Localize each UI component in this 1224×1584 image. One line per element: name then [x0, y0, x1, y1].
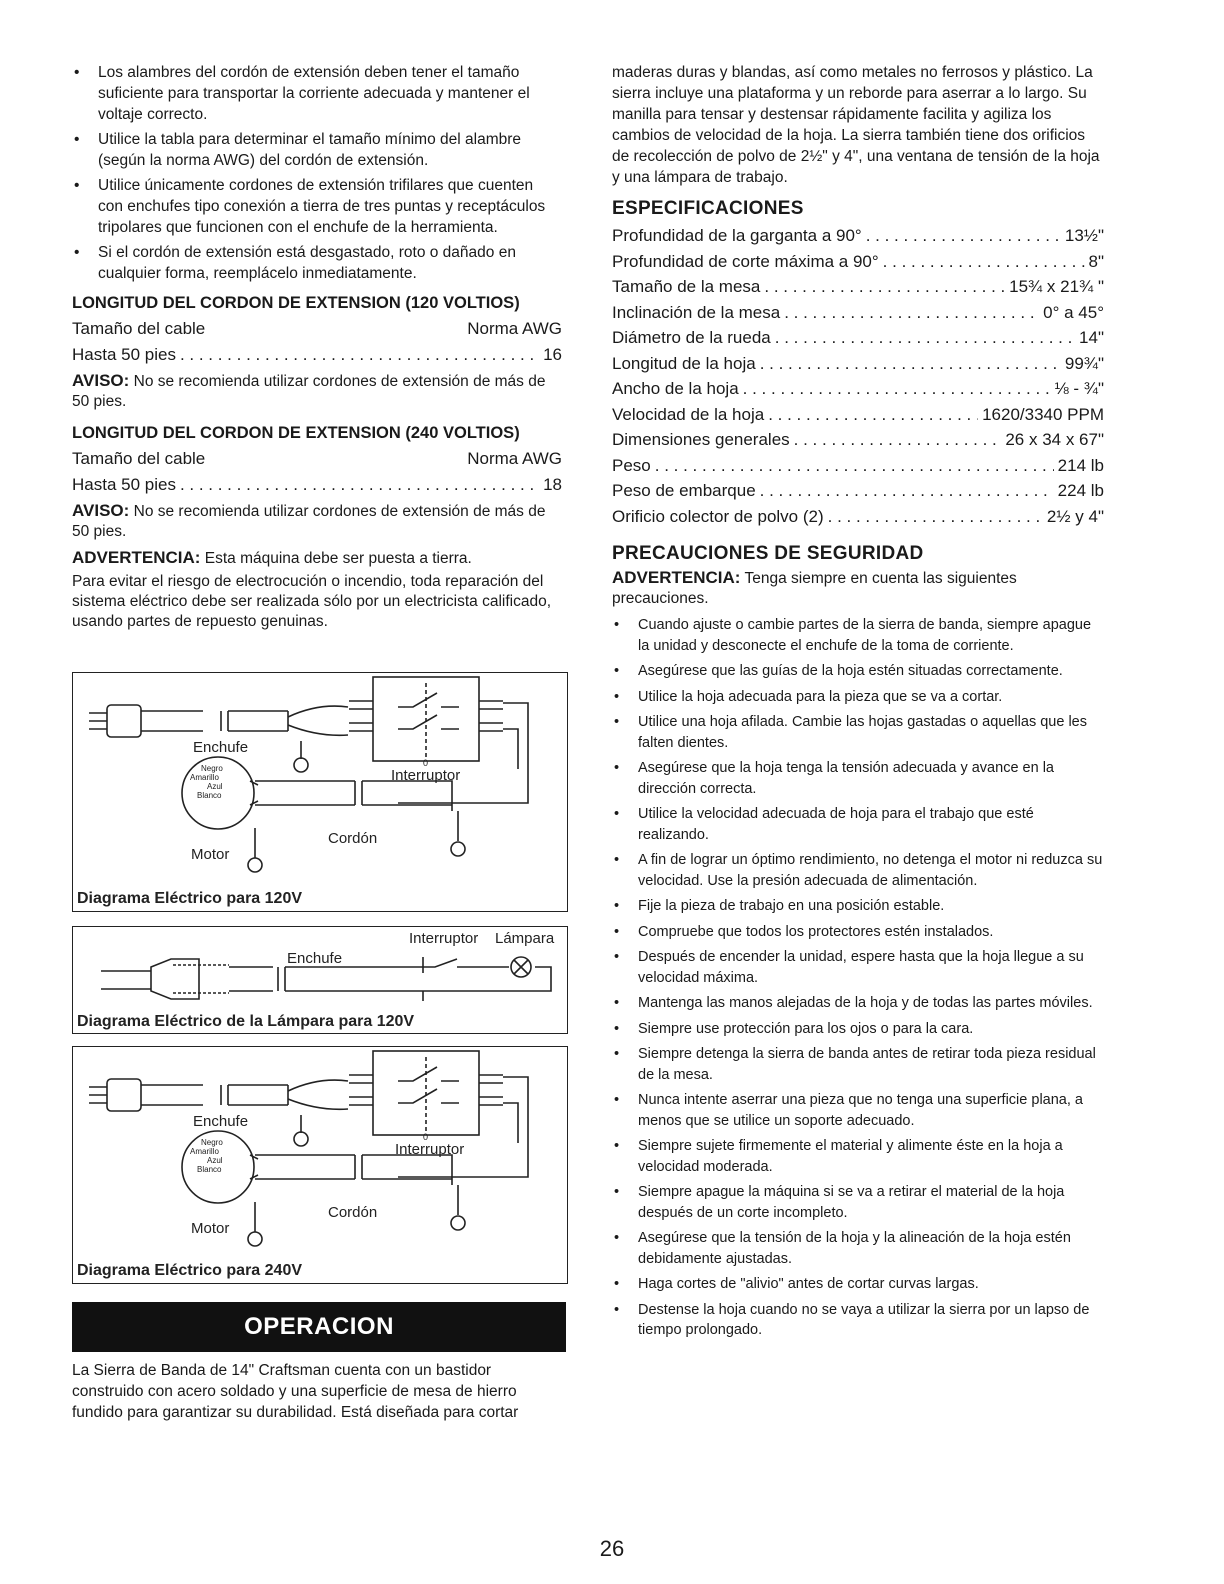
spec-value: 224 lb — [1057, 481, 1104, 500]
aviso-240 — [72, 501, 562, 542]
list-item: • Utilice la hoja adecuada para la pieza que se va a cortar. — [612, 687, 1104, 708]
leader-dots — [655, 453, 1054, 479]
list-item: • Siempre apague la máquina si se va a retirar el material de la hoja después de un corte incompleto. — [612, 1182, 1104, 1223]
table-120-row — [72, 342, 562, 368]
ground-icon — [294, 758, 308, 772]
table-120-title: LONGITUD DEL CORDON DE EXTENSION (120 VOLTIOS) — [72, 294, 520, 312]
advertencia-body: Para evitar el riesgo de electrocución o incendio, toda reparación del sistema eléctrico debe ser realizada sólo por un electricista calificado, usando partes de repuesto genuinas. — [72, 573, 552, 630]
plug-prongs — [89, 1087, 107, 1103]
spec-value: 15¾ x 21¾ " — [1009, 277, 1104, 296]
label-motor: Motor — [191, 846, 230, 863]
aviso-text: No se recomienda utilizar cordones de extensión de más de 50 pies. — [72, 373, 546, 410]
leader-dots — [180, 472, 539, 498]
switch-terminals-right — [479, 1075, 503, 1105]
list-item: • Destense la hoja cuando no se vaya a utilizar la sierra por un lapso de tiempo prolongado. — [612, 1300, 1104, 1341]
list-item: • Si el cordón de extensión está desgastado, roto o dañado en cualquier forma, reemplácelo inmediatamente. — [72, 242, 562, 284]
ground-icon — [248, 858, 262, 872]
specs-list — [612, 223, 1104, 529]
table-col-size: Tamaño del cable — [72, 319, 206, 338]
list-item: • Mantenga las manos alejadas de la hoja y de todas las partes móviles. — [612, 993, 1104, 1014]
switch-contacts — [398, 693, 459, 729]
plug-prongs — [101, 971, 151, 989]
list-item: • Siempre sujete firmemente el material y alimente éste en la hoja a velocidad moderada. — [612, 1136, 1104, 1177]
motor-cord — [255, 781, 452, 811]
spec-value: 2½ y 4" — [1046, 506, 1104, 526]
wiring-120v-drawing — [73, 673, 567, 911]
label-interruptor: Interruptor — [391, 767, 461, 784]
table-240-row — [72, 472, 562, 498]
leader-dots — [180, 342, 539, 368]
spec-row — [612, 376, 1104, 402]
row-label: Hasta 50 pies — [72, 475, 176, 494]
wire-azul: Azul — [207, 782, 223, 791]
list-item: • Nunca intente aserrar una pieza que no tenga una superficie plana, a menos que se utilice un soporte adecuado. — [612, 1090, 1104, 1131]
switch-contacts — [398, 1067, 459, 1103]
specs-title: ESPECIFICACIONES — [612, 198, 804, 219]
spec-row — [612, 402, 1104, 428]
spec-label: Tamaño de la mesa — [612, 277, 761, 296]
spec-label: Longitud de la hoja — [612, 353, 756, 373]
spec-row — [612, 351, 1104, 377]
label-interruptor: Interruptor — [409, 930, 479, 947]
spec-value: 1620/3340 PPM — [982, 404, 1104, 424]
diagram-caption: Diagrama Eléctrico para 120V — [77, 890, 303, 907]
wiring-diagram-120v — [72, 672, 568, 912]
spec-label: Ancho de la hoja — [612, 379, 739, 398]
operacion-banner: OPERACION — [72, 1302, 566, 1352]
aviso-label: AVISO: — [72, 501, 130, 520]
leader-dots — [866, 223, 1061, 249]
list-item: • Asegúrese que la hoja tenga la tensión adecuada y avance en la dirección correcta. — [612, 758, 1104, 799]
spec-row — [612, 453, 1104, 479]
list-item: • A fin de lograr un óptimo rendimiento, no detenga el motor ni reduzca su velocidad. Use la presión adecuada de alimentación. — [612, 850, 1104, 891]
switch-out-wires — [398, 1077, 528, 1177]
safety-advertencia — [612, 568, 1104, 609]
list-item: • Cuando ajuste o cambie partes de la sierra de banda, siempre apague la unidad y desconecte el enchufe de la toma de corriente. — [612, 615, 1104, 656]
table-240-header — [72, 446, 562, 472]
wire-amarillo: Amarillo — [190, 1147, 219, 1156]
spec-value: 214 lb — [1057, 455, 1104, 475]
spec-label: Dimensiones generales — [612, 430, 790, 449]
leader-dots — [764, 274, 1005, 300]
leader-dots — [743, 376, 1051, 402]
spec-value: ⅛ - ¾" — [1054, 379, 1104, 398]
spec-row — [612, 223, 1104, 249]
label-interruptor: Interruptor — [395, 1141, 465, 1158]
list-item: • Utilice la velocidad adecuada de hoja para el trabajo que esté realizando. — [612, 804, 1104, 845]
ground-icon — [248, 1232, 262, 1246]
spec-value: 8" — [1088, 251, 1104, 271]
list-item: • Asegúrese que la tensión de la hoja y la alineación de la hoja estén debidamente ajustadas. — [612, 1228, 1104, 1269]
cord-end — [228, 711, 288, 731]
spec-label: Velocidad de la hoja — [612, 404, 765, 424]
plug-wires — [288, 706, 348, 735]
spec-label: Profundidad de corte máxima a 90° — [612, 251, 879, 271]
plug-cord — [141, 1085, 203, 1105]
label-cordon: Cordón — [328, 830, 378, 847]
spec-value: 14" — [1079, 328, 1104, 347]
spec-row — [612, 427, 1104, 453]
row-label: Hasta 50 pies — [72, 345, 176, 364]
spec-label: Orificio colector de polvo (2) — [612, 506, 824, 526]
wiring-diagram-240v — [72, 1046, 568, 1284]
switch-terminals-left — [349, 1075, 373, 1105]
label-lampara: Lámpara — [495, 930, 555, 947]
ground-icon — [294, 1132, 308, 1146]
spec-row — [612, 300, 1104, 326]
spec-row — [612, 274, 1104, 300]
cord-break — [221, 711, 228, 731]
switch-terminals-right — [479, 701, 503, 731]
list-item: • Haga cortes de "alivio" antes de cortar curvas largas. — [612, 1274, 1104, 1295]
label-cordon: Cordón — [328, 1204, 378, 1221]
table-col-awg: Norma AWG — [467, 449, 562, 468]
lamp-diagram-120v — [72, 926, 568, 1034]
advertencia-text: Tenga siempre en cuenta las siguientes precauciones. — [612, 570, 1017, 607]
row-value: 18 — [543, 475, 562, 494]
aviso-120 — [72, 371, 562, 412]
wire-blanco: Blanco — [197, 1165, 222, 1174]
leader-dots — [883, 249, 1085, 275]
table-240-title: LONGITUD DEL CORDON DE EXTENSION (240 VOLTIOS) — [72, 424, 520, 442]
list-item: • Siempre detenga la sierra de banda antes de retirar toda pieza residual de la mesa. — [612, 1044, 1104, 1085]
label-zero: 0 — [423, 1132, 429, 1142]
spec-label: Diámetro de la rueda — [612, 328, 771, 347]
spec-row — [612, 325, 1104, 351]
label-enchufe: Enchufe — [287, 950, 343, 967]
table-120-header — [72, 316, 562, 342]
lamp-x — [514, 960, 528, 974]
spec-row — [612, 478, 1104, 504]
list-item: • Asegúrese que las guías de la hoja estén situadas correctamente. — [612, 661, 1104, 682]
leader-dots — [828, 504, 1043, 530]
cord-end — [228, 1085, 288, 1105]
page-number: 26 — [599, 1536, 625, 1561]
advertencia-text: Esta máquina debe ser puesta a tierra. — [200, 550, 472, 567]
operacion-continued: maderas duras y blandas, así como metales no ferrosos y plástico. La sierra incluye una plataforma y un reborde para aserrar a lo largo. Su manilla para tensar y destensar rápidamente facilita y agiliza los cambios de velocidad de la hoja. La sierra también tiene dos orificios de recolección de polvo de 2½" y 4", una ventana de tensión de la hoja y una lámpara de trabajo. — [612, 64, 1100, 186]
advertencia-ground — [72, 548, 562, 569]
spec-label: Peso de embarque — [612, 481, 756, 500]
list-item: • Siempre use protección para los ojos o para la cara. — [612, 1019, 1104, 1040]
motor-cord — [255, 1155, 452, 1185]
spec-value: 26 x 34 x 67" — [1005, 430, 1104, 449]
extension-cord-bullets — [72, 62, 562, 284]
aviso-label: AVISO: — [72, 371, 130, 390]
leader-dots — [784, 300, 1039, 326]
leader-dots — [760, 478, 1054, 504]
plug-wires — [288, 1080, 348, 1109]
list-item: • Utilice una hoja afilada. Cambie las hojas gastadas o aquellas que les falten dientes. — [612, 712, 1104, 753]
safety-list — [612, 615, 1104, 1341]
leader-dots — [794, 427, 1002, 453]
list-item: • Después de encender la unidad, espere hasta que la hoja llegue a su velocidad máxima. — [612, 947, 1104, 988]
spec-row — [612, 249, 1104, 275]
aviso-text: No se recomienda utilizar cordones de extensión de más de 50 pies. — [72, 503, 546, 540]
plug-prongs — [89, 713, 107, 729]
spec-value: 13½" — [1064, 226, 1104, 245]
lamp-drawing — [73, 927, 567, 1033]
list-item: • Fije la pieza de trabajo en una posición estable. — [612, 896, 1104, 917]
ground-icon — [451, 1216, 465, 1230]
row-value: 16 — [543, 345, 562, 364]
leader-dots — [760, 351, 1061, 377]
plug-cord — [141, 711, 203, 731]
label-motor: Motor — [191, 1220, 230, 1237]
table-col-size: Tamaño del cable — [72, 449, 206, 468]
spec-value: 99¾" — [1064, 353, 1104, 373]
plug-grip — [173, 965, 229, 993]
table-col-awg: Norma AWG — [467, 319, 562, 338]
spec-label: Profundidad de la garganta a 90° — [612, 226, 862, 245]
safety-title: PRECAUCIONES DE SEGURIDAD — [612, 543, 924, 564]
spec-label: Inclinación de la mesa — [612, 302, 781, 322]
wire-amarillo: Amarillo — [190, 773, 219, 782]
plug-body — [107, 705, 141, 737]
wire-negro: Negro — [201, 764, 223, 773]
list-item: • Utilice la tabla para determinar el tamaño mínimo del alambre (según la norma AWG) del cordón de extensión. — [72, 129, 562, 171]
diagram-caption: Diagrama Eléctrico para 240V — [77, 1262, 303, 1279]
ground-icon — [451, 842, 465, 856]
wire-azul: Azul — [207, 1156, 223, 1165]
leader-dots — [775, 325, 1075, 351]
left-column — [72, 62, 562, 635]
wire-blanco: Blanco — [197, 791, 222, 800]
cord-break — [221, 1085, 228, 1105]
label-enchufe: Enchufe — [193, 1113, 249, 1130]
list-item: • Compruebe que todos los protectores estén instalados. — [612, 922, 1104, 943]
switch-out-wires — [398, 703, 528, 803]
list-item: • Los alambres del cordón de extensión deben tener el tamaño suficiente para transportar la corriente adecuada y mantener el voltaje correcto. — [72, 62, 562, 125]
label-enchufe: Enchufe — [193, 739, 249, 756]
wire-negro: Negro — [201, 1138, 223, 1147]
lamp-cord — [229, 967, 415, 991]
diagram-caption: Diagrama Eléctrico de la Lámpara para 120V — [77, 1013, 415, 1030]
switch-terminals-left — [349, 701, 373, 731]
advertencia-label: ADVERTENCIA: — [72, 548, 201, 567]
wiring-240v-drawing — [73, 1047, 567, 1283]
list-item: • Utilice únicamente cordones de extensión trifilares que cuenten con enchufes tipo conexión a tierra de tres puntas y receptáculos tripolares que funcionen con el enchufe de la herramienta. — [72, 175, 562, 238]
plug-body — [107, 1079, 141, 1111]
lamp-switch — [415, 959, 509, 967]
right-column — [612, 62, 1104, 1346]
label-zero: 0 — [423, 758, 429, 768]
spec-row — [612, 504, 1104, 530]
operacion-text: La Sierra de Banda de 14" Craftsman cuenta con un bastidor construido con acero soldado y una superficie de mesa de hierro fundido para garantizar su durabilidad. Está diseñada para cortar — [72, 1362, 519, 1421]
spec-label: Peso — [612, 455, 651, 475]
spec-value: 0° a 45° — [1043, 302, 1104, 322]
leader-dots — [768, 402, 978, 428]
advertencia-label: ADVERTENCIA: — [612, 568, 741, 587]
